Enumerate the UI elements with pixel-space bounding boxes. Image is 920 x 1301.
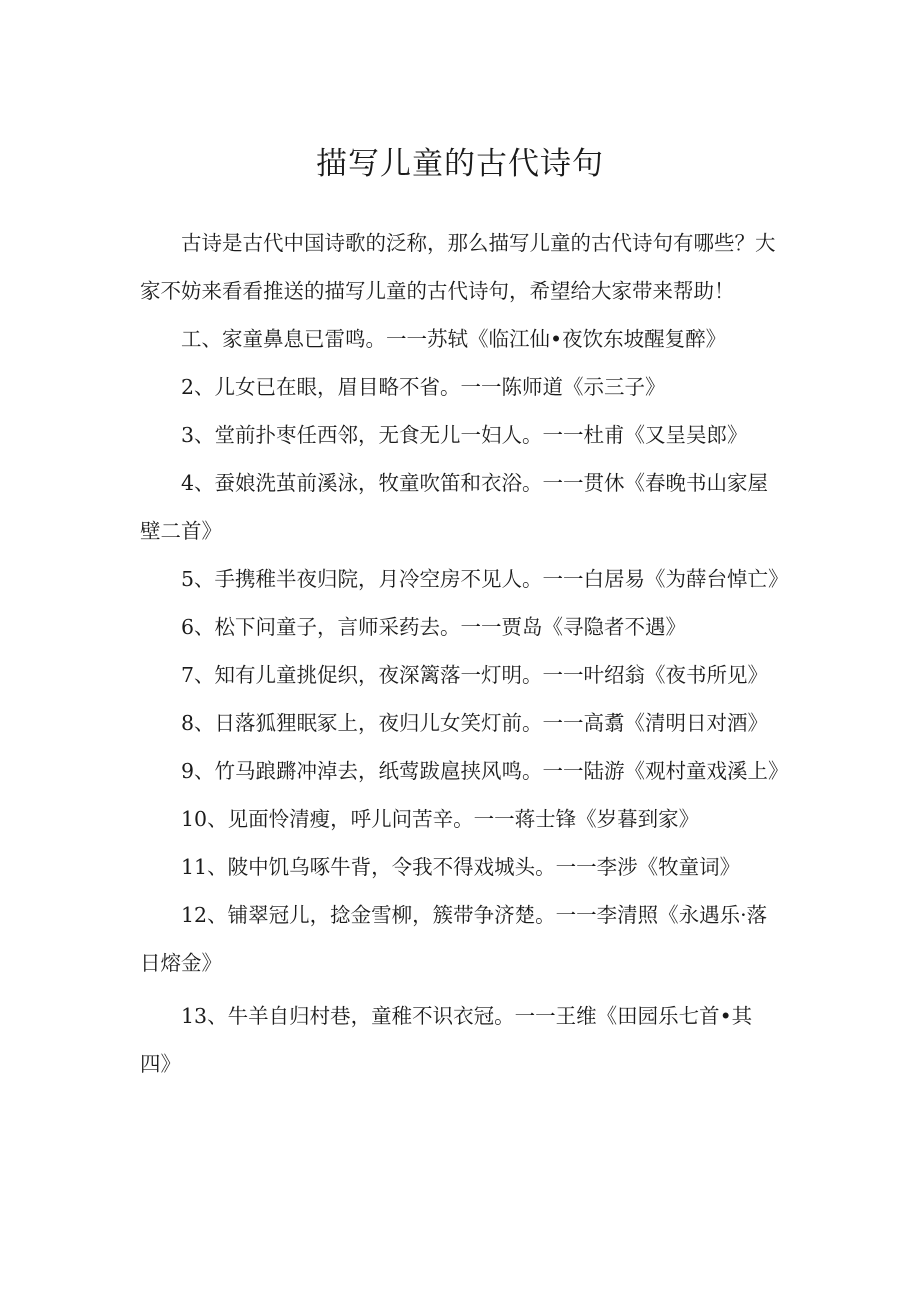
intro-block [140, 219, 780, 315]
list-item: 9、竹马踉蹡冲淖去，纸莺跋扈挟风鸣。一一陆游《观村童戏溪上》 [181, 759, 789, 783]
list-item: 2、儿女已在眼，眉目略不省。一一陈师道《示三子》 [181, 375, 666, 399]
list-item: 10、见面怜清瘦，呼儿问苦辛。一一蒋士锋《岁暮到家》 [181, 807, 700, 831]
list-item: 4、蚕娘洗茧前溪泳，牧童吹笛和衣浴。一一贯休《春晚书山家屋壁二首》 [140, 471, 769, 543]
list-item: 11、陂中饥乌啄牛背，令我不得戏城头。一一李涉《牧童词》 [181, 855, 741, 879]
list-item: 7、知有儿童挑促织，夜深篱落一灯明。一一叶绍翁《夜书所见》 [181, 663, 769, 687]
list-item: 8、日落狐狸眠冢上，夜归儿女笑灯前。一一高翥《清明日对酒》 [181, 711, 769, 735]
intro-paragraph: 古诗是古代中国诗歌的泛称，那么描写儿童的古代诗句有哪些？大家不妨来看看推送的描写儿童的古代诗句，希望给大家带来帮助！ [140, 231, 776, 303]
list-item: 工、家童鼻息已雷鸣。一一苏轼《临江仙•夜饮东坡醒复醉》 [181, 327, 727, 351]
list-item: 5、手携稚半夜归院，月冷空房不见人。一一白居易《为薛台悼亡》 [181, 567, 789, 591]
list-item: 13、牛羊自归村巷，童稚不识衣冠。一一王维《田园乐七首•其四》 [140, 1004, 753, 1076]
list-item: 12、铺翠冠儿，捻金雪柳，簇带争济楚。一一李清照《永遇乐·落日熔金》 [140, 903, 768, 975]
list-item: 6、松下问童子，言师采药去。一一贾岛《寻隐者不遇》 [181, 615, 687, 639]
list-item: 3、堂前扑枣任西邻，无食无儿一妇人。一一杜甫《又呈吴郎》 [181, 423, 748, 447]
page-title: 描写儿童的古代诗句 [316, 146, 604, 182]
poem-list [140, 315, 789, 1088]
